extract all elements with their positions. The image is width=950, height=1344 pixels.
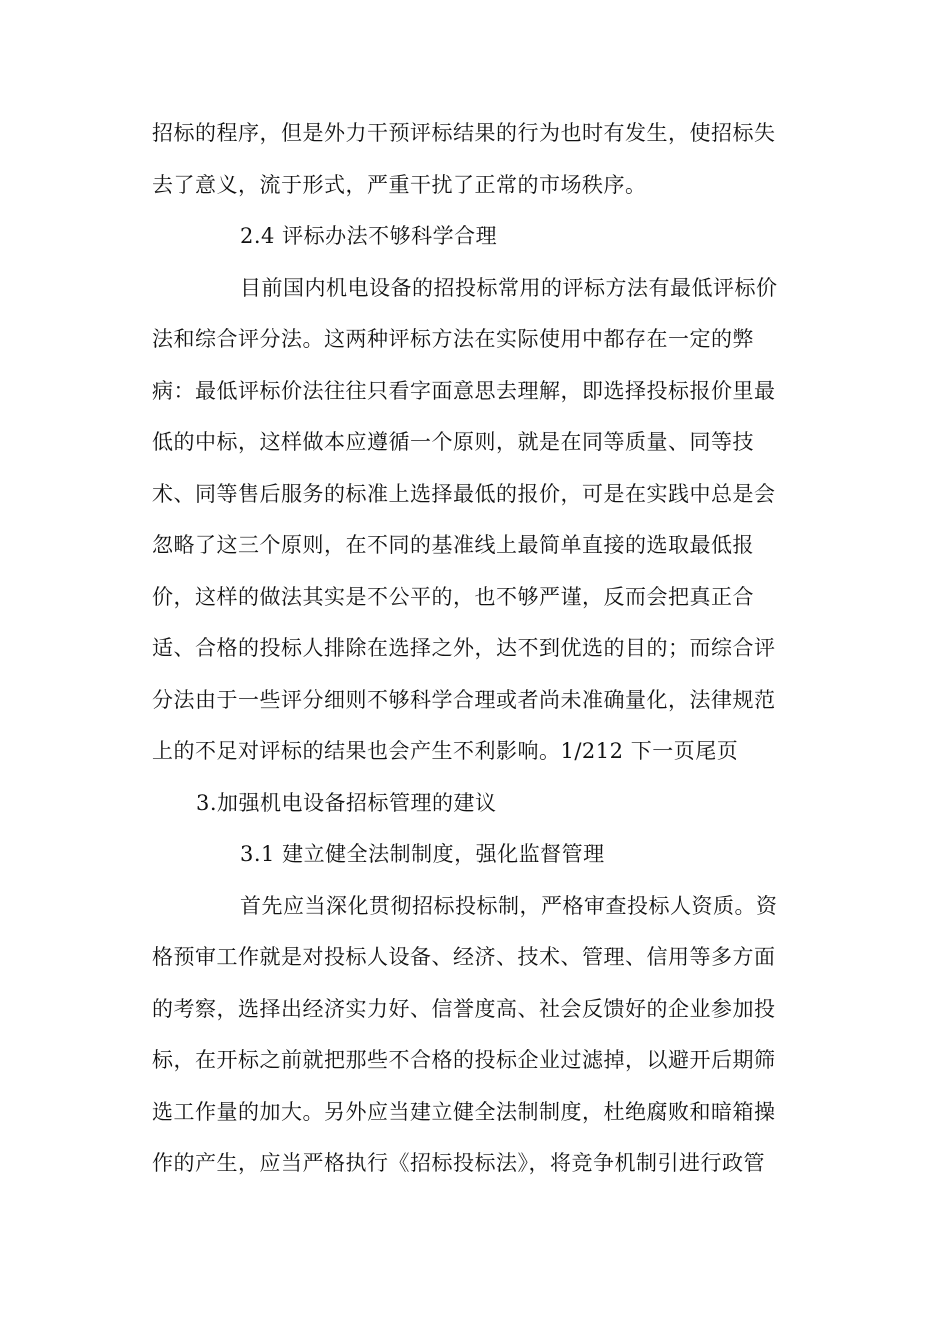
body-line: 的考察，选择出经济实力好、信誉度高、社会反馈好的企业参加投 <box>152 996 776 1021</box>
body-line: 格预审工作就是对投标人设备、经济、技术、管理、信用等多方面 <box>152 945 776 969</box>
body-line: 法和综合评分法。这两种评标方法在实际使用中都存在一定的弊 <box>152 327 754 351</box>
section-heading-2-4: 2.4 评标办法不够科学合理 <box>240 224 498 248</box>
body-line: 低的中标，这样做本应遵循一个原则，就是在同等质量、同等技 <box>152 430 754 454</box>
body-line: 标，在开标之前就把那些不合格的投标企业过滤掉，以避开后期筛 <box>152 1048 776 1072</box>
body-line: 价，这样的做法其实是不公平的，也不够严谨，反而会把真正合 <box>152 584 754 609</box>
section-heading-3-1: 3.1 建立健全法制制度，强化监督管理 <box>240 842 605 866</box>
paragraph-start-line: 首先应当深化贯彻招标投标制，严格审查投标人资质。资 <box>240 893 778 918</box>
paragraph-start-line: 目前国内机电设备的招投标常用的评标方法有最低评标价 <box>240 275 778 300</box>
body-line: 选工作量的加大。另外应当建立健全法制制度，杜绝腐败和暗箱操 <box>152 1099 776 1124</box>
body-line: 适、合格的投标人排除在选择之外，达不到优选的目的；而综合评 <box>152 636 776 660</box>
body-line: 病：最低评标价法往往只看字面意思去理解，即选择投标报价里最 <box>152 378 776 403</box>
body-line: 去了意义，流于形式，严重干扰了正常的市场秩序。 <box>152 172 647 197</box>
body-line: 分法由于一些评分细则不够科学合理或者尚未准确量化，法律规范 <box>152 687 776 712</box>
body-line: 招标的程序，但是外力干预评标结果的行为也时有发生，使招标失 <box>152 121 776 145</box>
body-line: 作的产生，应当严格执行《招标投标法》，将竞争机制引进行政管 <box>152 1151 765 1175</box>
body-line: 忽略了这三个原则，在不同的基准线上最简单直接的选取最低报 <box>152 533 754 557</box>
body-line: 术、同等售后服务的标准上选择最低的报价，可是在实践中总是会 <box>152 481 776 506</box>
body-line-with-pagination: 上的不足对评标的结果也会产生不利影响。1/212 下一页尾页 <box>152 739 739 763</box>
section-heading-3: 3.加强机电设备招标管理的建议 <box>196 790 497 815</box>
document-body <box>152 108 812 1190</box>
